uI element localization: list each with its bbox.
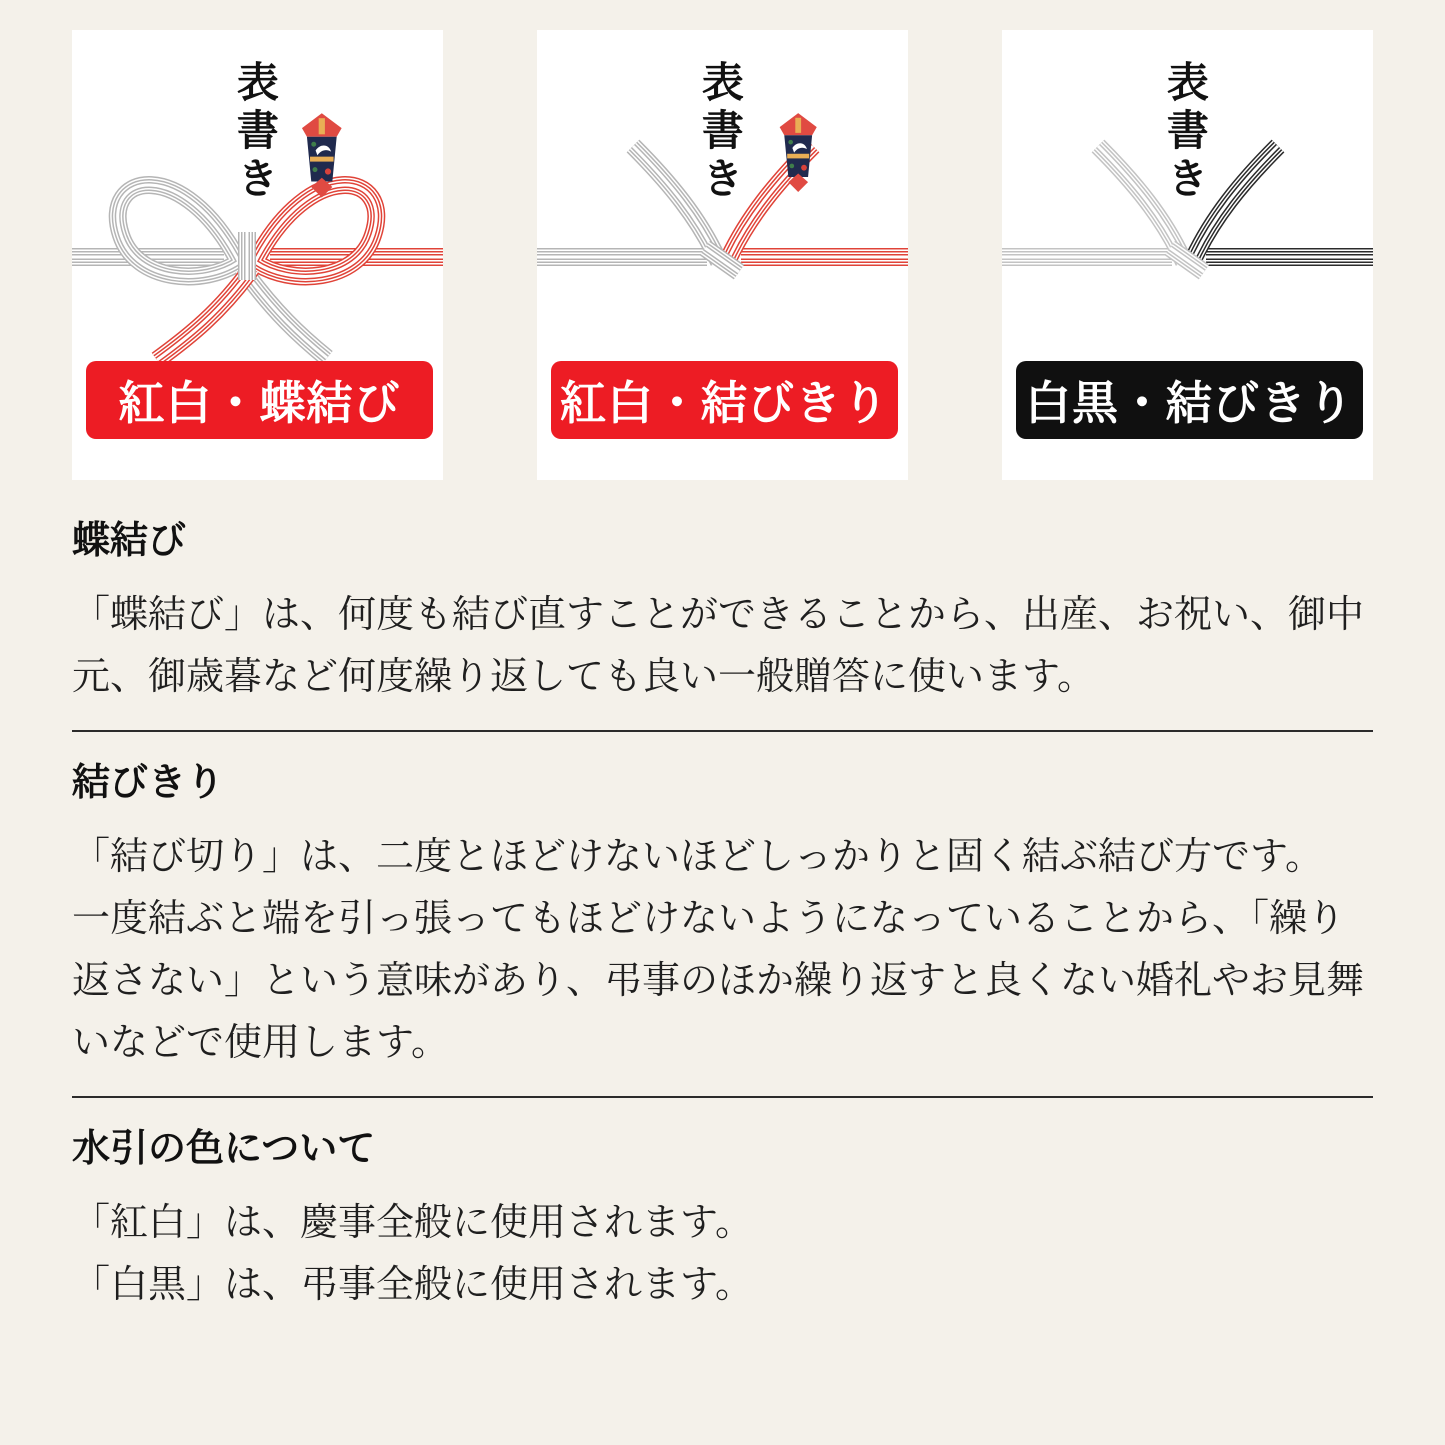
divider [72,730,1373,732]
section-paragraph: 「蝶結び」は、何度も結び直すことができることから、出産、お祝い、御中元、御歳暮など何度繰り返しても良い一般贈答に使います。 [72,594,1365,698]
section-paragraph: 「白黒」は、弔事全般に使用されます。 [72,1264,753,1306]
section-paragraph: 「紅白」は、慶事全般に使用されます。 [72,1202,753,1244]
section-heading: 結びきり [72,762,225,804]
explanation-sections [72,516,1373,1316]
section-heading: 蝶結び [72,520,187,562]
section-musubikiri [72,758,1373,1074]
noshi-cards-row [72,30,1373,480]
section-paragraph: 一度結ぶと端を引っ張ってもほどけないようになっていることから、「繰り返さない」という意味があり、弔事のほか繰り返すと良くない婚礼やお見舞いなどで使用します。 [72,898,1365,1064]
section-paragraph: 「結び切り」は、二度とほどけないほどしっかりと固く結ぶ結び方です。 [72,836,1323,878]
section-chomusubi [72,516,1373,708]
card-label-kouhaku-musubikiri: 紅白・結びきり [551,361,898,439]
noshi-card-shirokuro-musubikiri [1002,30,1373,480]
noshi-card-kouhaku-musubikiri [537,30,908,480]
noshi-card-chomusubi [72,30,443,480]
section-heading: 水引の色について [72,1128,376,1170]
omotegaki-vertical-text: 表書き [695,60,742,204]
divider [72,1096,1373,1098]
section-mizuhiki-colors [72,1124,1373,1316]
card-label-kouhaku-chomusubi: 紅白・蝶結び [86,361,433,439]
omotegaki-vertical-text: 表書き [230,60,277,204]
card-label-shirokuro-musubikiri: 白黒・結びきり [1016,361,1363,439]
omotegaki-vertical-text: 表書き [1160,60,1207,204]
